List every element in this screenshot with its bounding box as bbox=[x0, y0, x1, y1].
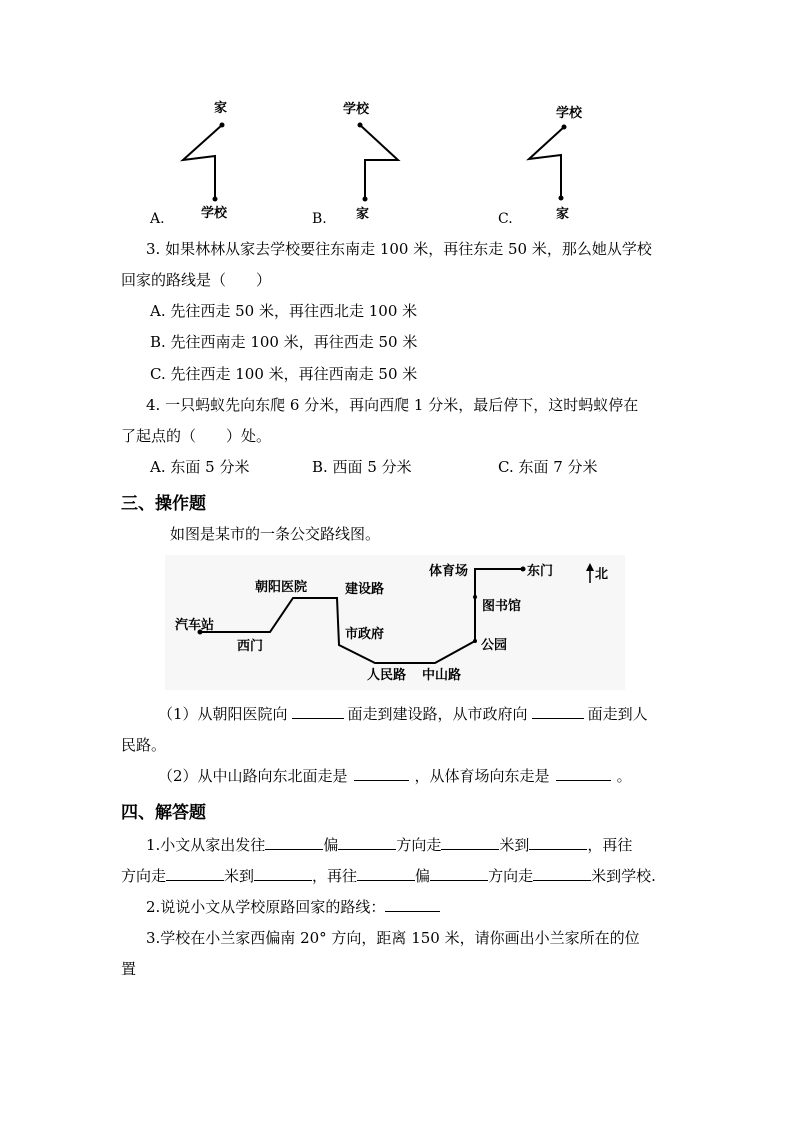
station-zhongshanlu: 中山路 bbox=[422, 668, 462, 683]
section3-title: 三、操作题 bbox=[121, 494, 206, 514]
section3-intro: 如图是某市的一条公交路线图。 bbox=[170, 525, 381, 543]
station-shizhengfu: 市政府 bbox=[345, 627, 385, 642]
section4-title: 四、解答题 bbox=[121, 803, 206, 823]
section4-q3-line1: 3.学校在小兰家西偏南 20° 方向，距离 150 米，请你画出小兰家所在的位 bbox=[146, 929, 640, 947]
station-ximen: 西门 bbox=[237, 639, 264, 654]
option-a-end-dot bbox=[213, 197, 218, 202]
answer-blank-8[interactable] bbox=[529, 835, 587, 850]
option-c-end-dot bbox=[559, 196, 564, 201]
section4-q3-line2: 置 bbox=[121, 960, 137, 978]
station-dot-dongmen bbox=[521, 567, 526, 572]
option-b-route bbox=[360, 125, 398, 199]
answer-blank-6[interactable] bbox=[338, 835, 396, 850]
option-a-letter: A. bbox=[150, 211, 165, 227]
station-dot-tushuguan bbox=[473, 595, 477, 599]
answer-blank-2[interactable] bbox=[532, 704, 584, 719]
q4-option-a: A. 东面 5 分米 bbox=[150, 458, 250, 476]
q3-line1: 3. 如果林林从家去学校要往东南走 100 米，再往东走 50 米，那么她从学校 bbox=[146, 240, 652, 258]
q4-line2: 了起点的（ ）处。 bbox=[121, 427, 272, 445]
station-tushuguan: 图书馆 bbox=[482, 599, 522, 614]
answer-blank-14[interactable] bbox=[385, 897, 440, 912]
option-a-top-label: 家 bbox=[214, 101, 228, 116]
answer-blank-3[interactable] bbox=[354, 766, 409, 781]
answer-blank-9[interactable] bbox=[166, 866, 224, 881]
station-dot-gongyuan bbox=[473, 639, 477, 643]
option-b-diagram bbox=[330, 95, 430, 225]
section3-p2 bbox=[158, 766, 632, 786]
answer-blank-4[interactable] bbox=[556, 766, 611, 781]
section4-q1-line2 bbox=[121, 866, 656, 886]
answer-blank-10[interactable] bbox=[254, 866, 312, 881]
station-jianshelu: 建设路 bbox=[345, 582, 385, 597]
section3-p1-line1 bbox=[158, 704, 648, 724]
option-a-start-dot bbox=[220, 123, 225, 128]
q3-option-a: A. 先往西走 50 米，再往西北走 100 米 bbox=[150, 302, 418, 320]
q1-text-s3: 方向走 bbox=[396, 836, 442, 854]
station-renminlu: 人民路 bbox=[367, 668, 407, 683]
q1-text-t4: 偏 bbox=[415, 867, 431, 885]
q1-text-s2: 偏 bbox=[323, 836, 339, 854]
station-dongmen: 东门 bbox=[527, 564, 554, 579]
section4-q2 bbox=[146, 897, 440, 917]
q1-text-s5: ，再往 bbox=[587, 836, 633, 854]
p1-text-a: （1）从朝阳医院向 bbox=[158, 705, 288, 723]
q1-text-t6: 米到学校. bbox=[591, 867, 656, 885]
answer-blank-11[interactable] bbox=[357, 866, 415, 881]
option-c-start-dot bbox=[562, 125, 567, 130]
section3-p1-line2: 民路。 bbox=[121, 736, 167, 754]
p2-text-c: 。 bbox=[616, 767, 632, 785]
option-a-diagram bbox=[170, 95, 270, 225]
answer-blank-1[interactable] bbox=[292, 704, 344, 719]
q1-text-t3: ，再往 bbox=[312, 867, 358, 885]
station-chaoyang-hospital: 朝阳医院 bbox=[255, 580, 308, 595]
q4-option-b: B. 西面 5 分米 bbox=[312, 458, 412, 476]
station-gongyuan: 公园 bbox=[481, 638, 508, 653]
option-a-route bbox=[183, 125, 222, 199]
q4-option-c: C. 东面 7 分米 bbox=[498, 458, 598, 476]
option-b-top-label: 学校 bbox=[343, 102, 370, 117]
p1-text-b: 面走到建设路，从市政府向 bbox=[347, 705, 528, 723]
option-c-bottom-label: 家 bbox=[556, 207, 570, 222]
answer-blank-7[interactable] bbox=[441, 835, 499, 850]
p1-text-c: 面走到人 bbox=[587, 705, 648, 723]
north-label: 北 bbox=[595, 567, 609, 582]
p2-text-b: ，从体育场向东走是 bbox=[414, 767, 550, 785]
q1-text-t2: 米到 bbox=[224, 867, 255, 885]
option-c-diagram bbox=[520, 95, 620, 225]
q3-option-c: C. 先往西走 100 米，再往西南走 50 米 bbox=[150, 365, 418, 383]
bus-route-map bbox=[165, 555, 625, 690]
option-c-top-label: 学校 bbox=[556, 106, 583, 121]
p2-text-a: （2）从中山路向东北面走是 bbox=[158, 767, 348, 785]
q3-line2: 回家的路线是（ ） bbox=[121, 271, 272, 289]
q3-option-b: B. 先往西南走 100 米，再往西走 50 米 bbox=[150, 333, 418, 351]
station-tiyuchang: 体育场 bbox=[429, 564, 469, 579]
answer-blank-12[interactable] bbox=[430, 866, 488, 881]
section4-q1-line1 bbox=[146, 835, 632, 855]
q1-text-t5: 方向走 bbox=[488, 867, 534, 885]
answer-blank-13[interactable] bbox=[533, 866, 591, 881]
option-a-bottom-label: 学校 bbox=[201, 206, 228, 221]
q1-text-t1: 方向走 bbox=[121, 867, 167, 885]
option-c-letter: C. bbox=[498, 211, 513, 227]
q4-line1: 4. 一只蚂蚁先向东爬 6 分米，再向西爬 1 分米，最后停下，这时蚂蚁停在 bbox=[146, 396, 639, 414]
option-c-route bbox=[529, 127, 564, 198]
option-b-bottom-label: 家 bbox=[356, 207, 370, 222]
option-b-start-dot bbox=[358, 123, 363, 128]
answer-blank-5[interactable] bbox=[265, 835, 323, 850]
option-b-end-dot bbox=[363, 197, 368, 202]
station-qichezhan: 汽车站 bbox=[175, 618, 215, 633]
option-b-letter: B. bbox=[312, 211, 327, 227]
q1-text-s4: 米到 bbox=[499, 836, 530, 854]
q2-text: 2.说说小文从学校原路回家的路线： bbox=[146, 898, 386, 916]
q1-text-s1: 1.小文从家出发往 bbox=[146, 836, 266, 854]
